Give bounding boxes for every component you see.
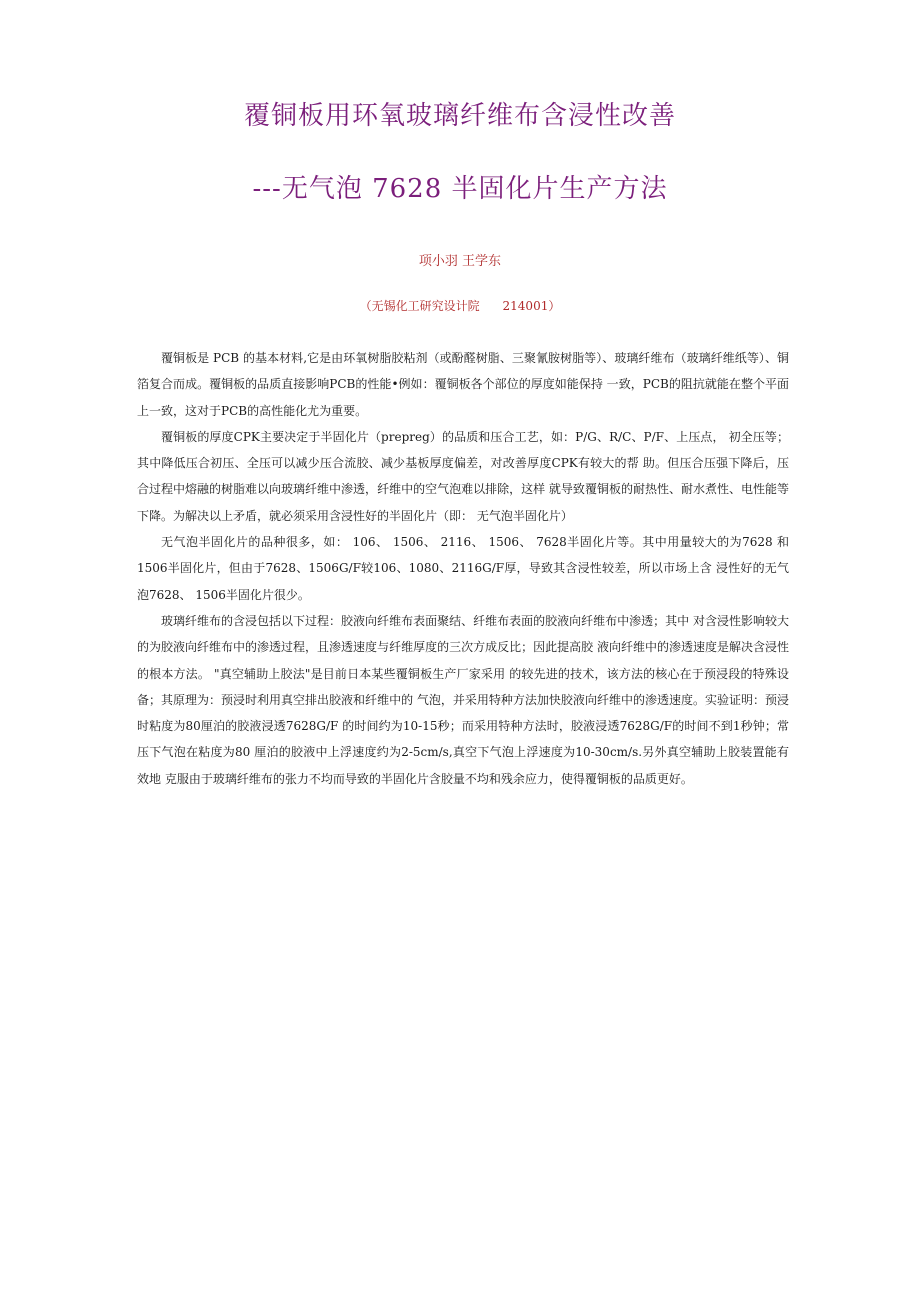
affiliation: （无锡化工研究设计院 214001） — [359, 299, 561, 313]
paragraph-3: 无气泡半固化片的品种很多，如： 106、 1506、 2116、 1506、 7628半固化片等。其中用量较大的为7628 和1506半固化片，但由于7628、1506G/F较106、1080、2116G/F厚，导致其含浸性较差，所以市场上含 浸性好的无气泡7628、 1506半固化片很少。 — [137, 535, 789, 602]
paragraph-2: 覆铜板的厚度CPK主要决定于半固化片（prepreg）的品质和压合工艺，如：P/G、R/C、P/F、上压点， 初全压等；其中降低压合初压、全压可以减少压合流胶、减少基板厚度偏差，对改善厚度CPK有较大的帮 助。但压合压强下降后，压合过程中熔融的树脂难以向玻璃纤维中渗透，纤维中的空气泡难以排除，这样 就导致覆铜板的耐热性、耐水煮性、电性能等下降。为解决以上矛盾，就必须采用含浸性好的半固化片（即： 无气泡半固化片） — [137, 429, 789, 523]
title-line-2: ---无气泡 7628 半固化片生产方法 — [252, 174, 668, 204]
paragraph-4: 玻璃纤维布的含浸包括以下过程：胶液向纤维布表面聚结、纤维布表面的胶液向纤维布中渗透；其中 对含浸性影响较大的为胶液向纤维布中的渗透过程，且渗透速度与纤维厚度的三次方成反比；因此提高胶 液向纤维中的渗透速度是解决含浸性的根本方法。 "真空辅助上胶法"是目前日本某些覆铜板生产厂家采用 的较先进的技术，该方法的核心在于预浸段的特殊设备；其原理为：预浸时利用真空排出胶液和纤维中的 气泡，并采用特种方法加快胶液向纤维中的渗透速度。实验证明：预浸时粘度为80厘泊的胶液浸透7628G/F 的时间约为10-15秒；而采用特种方法时，胶液浸透7628G/F的时间不到1秒钟；常压下气泡在粘度为80 厘泊的胶液中上浮速度约为2-5cm/s,真空下气泡上浮速度为10-30cm/s.另外真空辅助上胶装置能有效地 克服由于玻璃纤维布的张力不均而导致的半固化片含胶量不均和残余应力，使得覆铜板的品质更好。 — [137, 613, 789, 786]
title-line-1: 覆铜板用环氧玻璃纤维布含浸性改善 — [243, 101, 676, 131]
authors: 项小羽 王学东 — [418, 254, 502, 269]
paragraph-1: 覆铜板是 PCB 的基本材料,它是由环氧树脂胶粘剂（或酚醛树脂、三聚氰胺树脂等）、玻璃纤维布（玻璃纤维纸等）、铜箔复合而成。覆铜板的品质直接影响PCB的性能•例如：覆铜板各个部位的厚度如能保持 一致，PCB的阻抗就能在整个平面上一致，这对于PCB的高性能化尤为重要。 — [137, 351, 789, 418]
body-text — [137, 345, 789, 792]
